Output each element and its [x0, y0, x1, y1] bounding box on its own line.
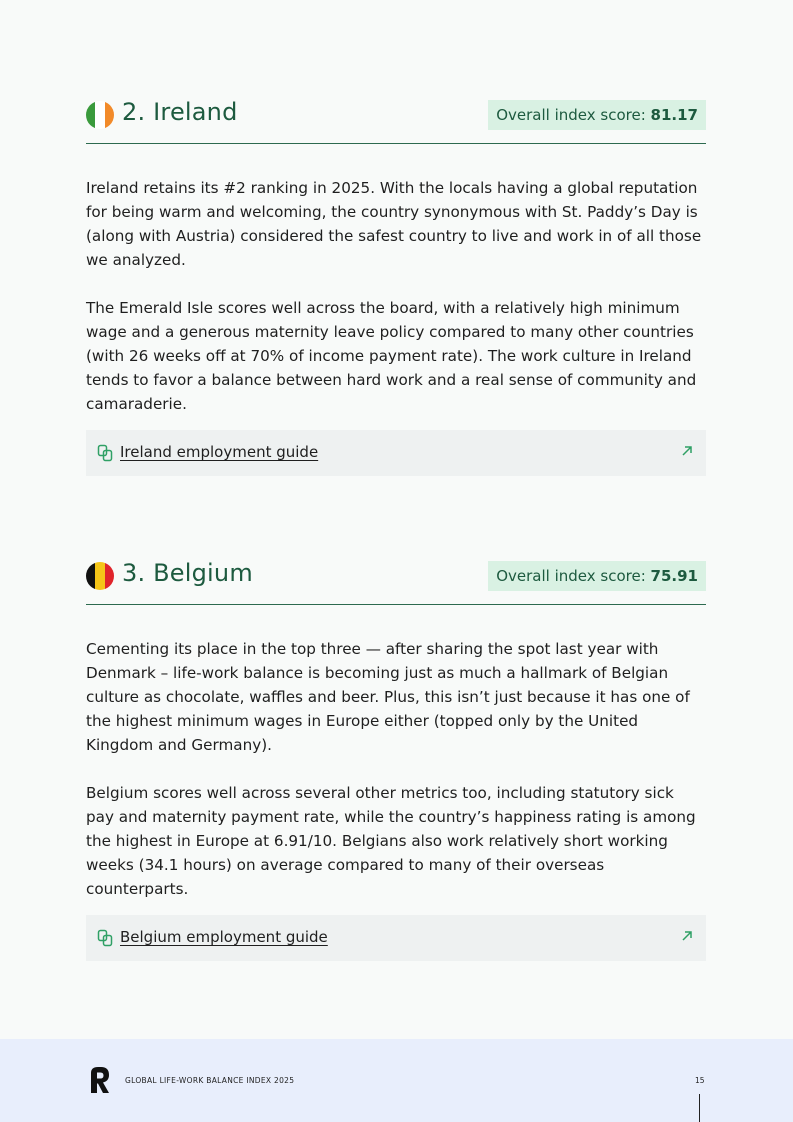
- arrow-up-right-icon[interactable]: [680, 929, 694, 943]
- paragraph: Ireland retains its #2 ranking in 2025. With the locals having a global reputation for being warm and welcoming, the country synonymous with St. Paddy’s Day is (along with Austria) considered the safest country to live and work in of all those we analyzed.: [86, 179, 702, 269]
- score-value: 81.17: [650, 106, 698, 124]
- divider: [699, 1094, 700, 1122]
- link-chain-icon: [97, 929, 113, 947]
- section-title: 2. Ireland: [122, 98, 238, 126]
- arrow-up-right-icon[interactable]: [680, 444, 694, 458]
- guide-label[interactable]: Ireland employment guide: [120, 443, 319, 461]
- paragraph: Belgium scores well across several other metrics too, including statutory sick pay and maternity payment rate, while the country’s happiness rating is among the highest in Europe at 6.91/10. Belgians also work relatively short working weeks (34.1 hours) on average compared to many of their overseas counterparts.: [86, 784, 696, 898]
- section-header: [86, 559, 706, 605]
- belgium-guide-link[interactable]: [86, 915, 706, 961]
- section-ireland: [86, 98, 706, 461]
- ireland-guide-link[interactable]: [86, 430, 706, 476]
- report-title: GLOBAL LIFE-WORK BALANCE INDEX 2025: [125, 1076, 295, 1085]
- belgium-flag-icon: [86, 562, 114, 590]
- ireland-flag-icon: [86, 101, 114, 129]
- paragraph: The Emerald Isle scores well across the board, with a relatively high minimum wage and a generous maternity leave policy compared to many other countries (with 26 weeks off at 70% of income payment rate). The work culture in Ireland tends to favor a balance between hard work and a real sense of community and camaraderie.: [86, 299, 697, 413]
- page-number: 15: [695, 1076, 705, 1085]
- score-badge: [488, 561, 706, 591]
- section-header: [86, 98, 706, 144]
- score-badge: [488, 100, 706, 130]
- link-chain-icon: [97, 444, 113, 462]
- paragraph: Cementing its place in the top three — after sharing the spot last year with Denmark – life-work balance is becoming just as much a hallmark of Belgian culture as chocolate, waffles and beer. Plus, this isn’t just because it has one of the highest minimum wages in Europe either (topped only by the United Kingdom and Germany).: [86, 640, 690, 754]
- section-belgium: [86, 559, 706, 946]
- remote-r-logo: [88, 1065, 112, 1095]
- score-label: Overall index score:: [496, 567, 646, 585]
- section-title: 3. Belgium: [122, 559, 253, 587]
- guide-label[interactable]: Belgium employment guide: [120, 928, 328, 946]
- score-label: Overall index score:: [496, 106, 646, 124]
- score-value: 75.91: [650, 567, 698, 585]
- page-footer: [0, 1039, 793, 1122]
